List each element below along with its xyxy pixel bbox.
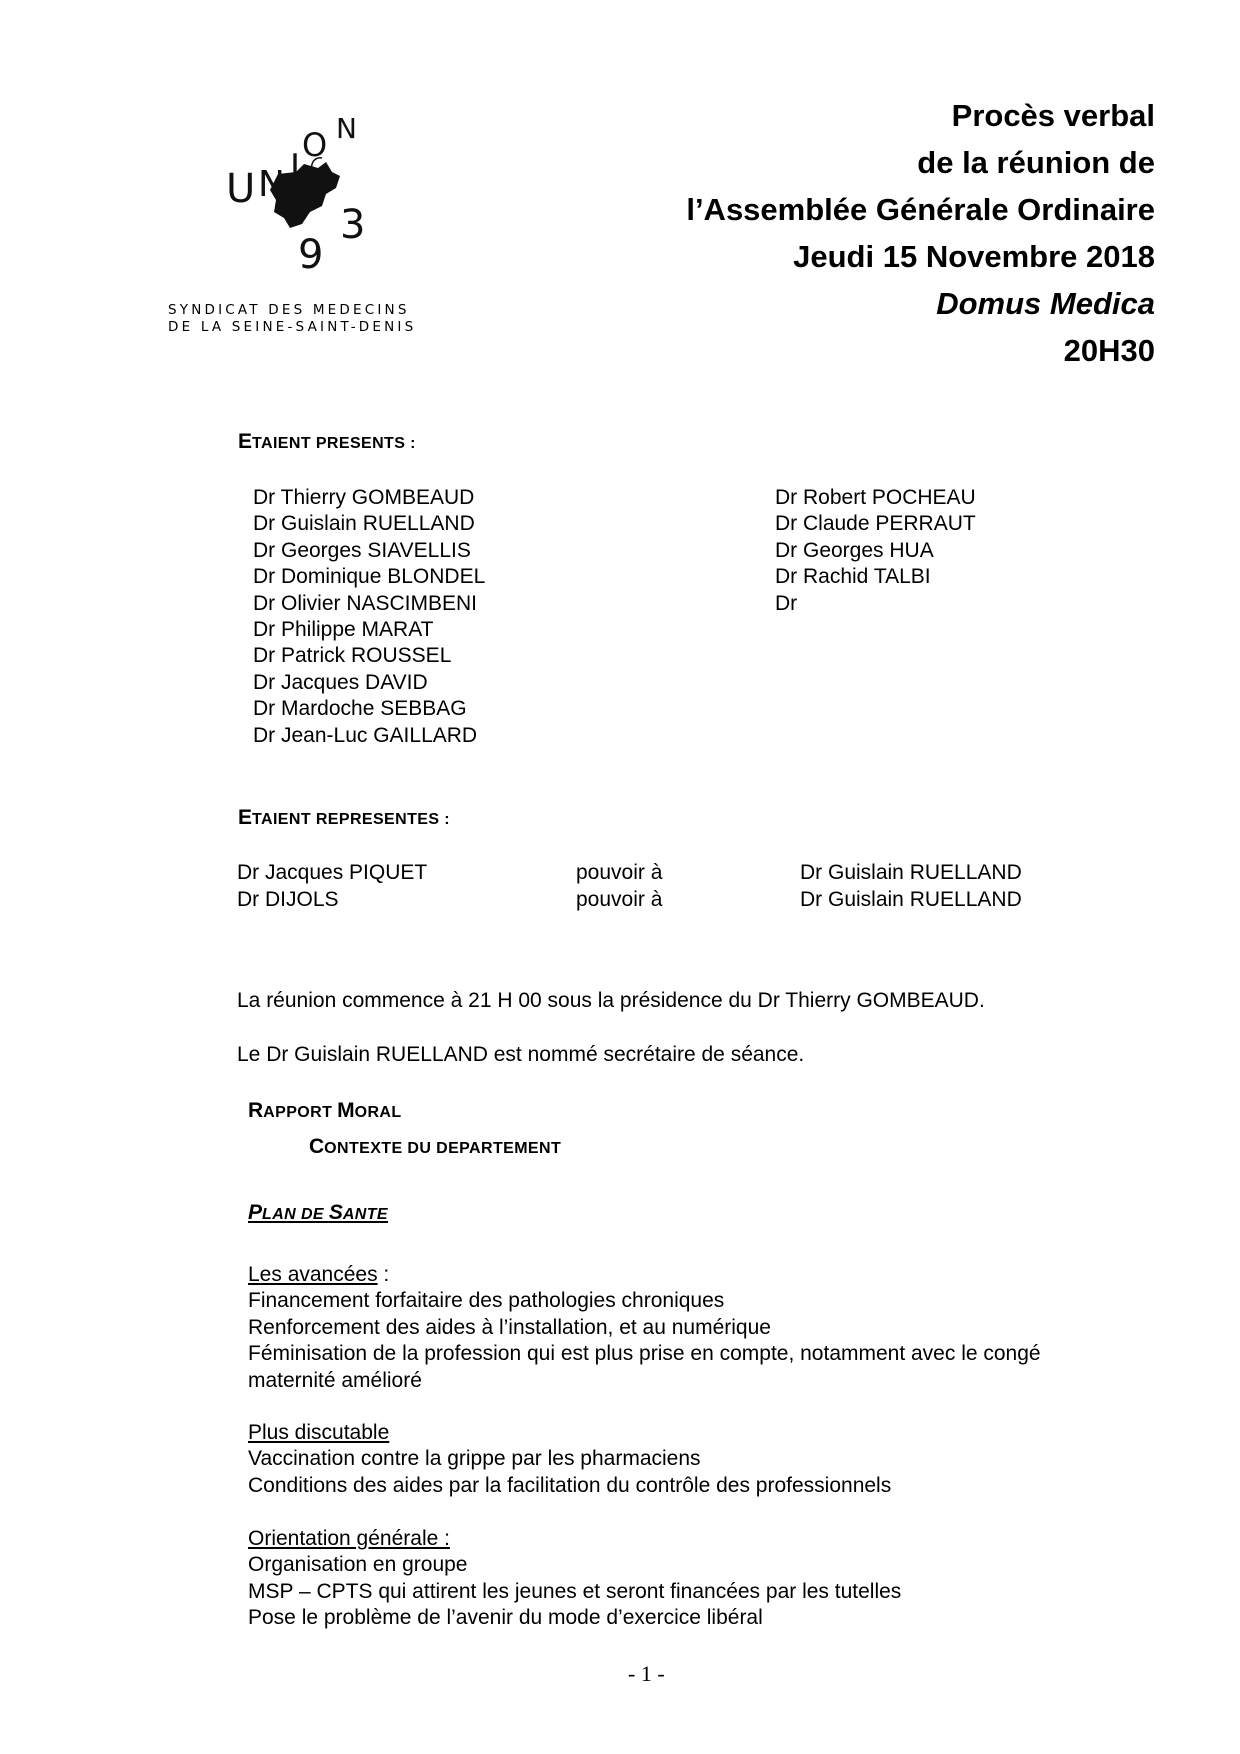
represented-list	[237, 861, 1137, 915]
attendee: Dr Jean-Luc GAILLARD	[253, 723, 478, 747]
list-item: maternité amélioré	[248, 1368, 422, 1392]
attendee: Dr Rachid TALBI	[775, 565, 931, 589]
list-item: Conditions des aides par la facilitation du contrôle des professionnels	[248, 1473, 892, 1497]
logo-digit-9: 9	[298, 232, 324, 272]
attendee: Dr Robert POCHEAU	[775, 486, 976, 509]
proxy-row	[237, 861, 1137, 888]
attendee: Dr Patrick ROUSSEL	[253, 644, 452, 668]
list-item: Organisation en groupe	[248, 1553, 468, 1577]
represented-heading: ETAIENT REPRESENTES :	[238, 806, 450, 829]
avancees-block	[248, 1262, 1041, 1394]
proxy-name: Dr DIJOLS	[237, 888, 339, 911]
logo-subtitle	[168, 302, 468, 336]
document-title	[686, 92, 1155, 374]
attendee: Dr Georges SIAVELLIS	[253, 538, 471, 562]
proxy-link: pouvoir à	[576, 888, 663, 911]
attendee: Dr Thierry GOMBEAUD	[253, 486, 475, 509]
avancees-label: Les avancées :	[248, 1263, 390, 1286]
logo-subtitle-line: DE LA SEINE-SAINT-DENIS	[168, 319, 417, 335]
title-line: de la réunion de	[917, 145, 1155, 180]
logo-letter-o: O	[302, 126, 328, 164]
attendee: Dr Georges HUA	[775, 538, 934, 562]
attendee: Dr Guislain RUELLAND	[253, 512, 475, 536]
discutable-block	[248, 1420, 891, 1499]
logo-digit-3: 3	[340, 202, 366, 248]
attendee: Dr Jacques DAVID	[253, 670, 428, 694]
attendee: Dr Mardoche SEBBAG	[253, 697, 467, 721]
title-line: Procès verbal	[951, 98, 1155, 133]
attendee: Dr Claude PERRAUT	[775, 512, 976, 536]
intro-line: Le Dr Guislain RUELLAND est nommé secrétaire de séance.	[237, 1043, 805, 1066]
attendee: Dr Dominique BLONDEL	[253, 565, 486, 589]
contexte-heading: CONTEXTE DU DEPARTEMENT	[309, 1135, 562, 1158]
title-line: l’Assemblée Générale Ordinaire	[686, 192, 1155, 227]
logo-subtitle-line: SYNDICAT DES MEDECINS	[168, 302, 410, 318]
presents-heading: ETAIENT PRESENTS :	[238, 430, 416, 453]
orientation-block	[248, 1526, 901, 1632]
attendee: Dr	[775, 591, 798, 615]
rapport-moral-heading: RAPPORT MORAL	[248, 1099, 402, 1122]
title-time: 20H30	[1063, 333, 1155, 368]
union-93-logo	[226, 112, 386, 272]
attendee: Dr Olivier NASCIMBENI	[253, 591, 478, 615]
page-number: - 1 -	[628, 1661, 665, 1686]
plan-sante-heading: PLAN DE SANTE	[248, 1201, 388, 1224]
list-item: Renforcement des aides à l’installation, et au numérique	[248, 1315, 771, 1339]
proxy-to: Dr Guislain RUELLAND	[800, 861, 1022, 884]
presents-list-right	[775, 485, 976, 617]
proxy-link: pouvoir à	[576, 861, 663, 884]
list-item: Financement forfaitaire des pathologies chroniques	[248, 1289, 725, 1313]
logo-letter-n2: N	[336, 112, 357, 145]
attendee: Dr Philippe MARAT	[253, 618, 434, 642]
title-venue: Domus Medica	[936, 286, 1155, 321]
proxy-row	[237, 888, 1137, 915]
discutable-label: Plus discutable	[248, 1421, 390, 1444]
list-item: Féminisation de la profession qui est plus prise en compte, notamment avec le congé	[248, 1342, 1041, 1366]
presents-list-left	[253, 485, 485, 749]
title-line: Jeudi 15 Novembre 2018	[793, 239, 1155, 274]
list-item: Pose le problème de l’avenir du mode d’exercice libéral	[248, 1606, 763, 1630]
proxy-name: Dr Jacques PIQUET	[237, 861, 428, 884]
proxy-to: Dr Guislain RUELLAND	[800, 888, 1022, 911]
orientation-label: Orientation générale :	[248, 1527, 450, 1550]
list-item: Vaccination contre la grippe par les pharmaciens	[248, 1447, 701, 1471]
list-item: MSP – CPTS qui attirent les jeunes et seront financées par les tutelles	[248, 1579, 902, 1603]
intro-line: La réunion commence à 21 H 00 sous la présidence du Dr Thierry GOMBEAUD.	[237, 989, 985, 1012]
logo-letter-n: N	[258, 164, 285, 205]
logo-letter-i: I	[290, 147, 301, 187]
logo-letter-u: U	[226, 166, 256, 212]
